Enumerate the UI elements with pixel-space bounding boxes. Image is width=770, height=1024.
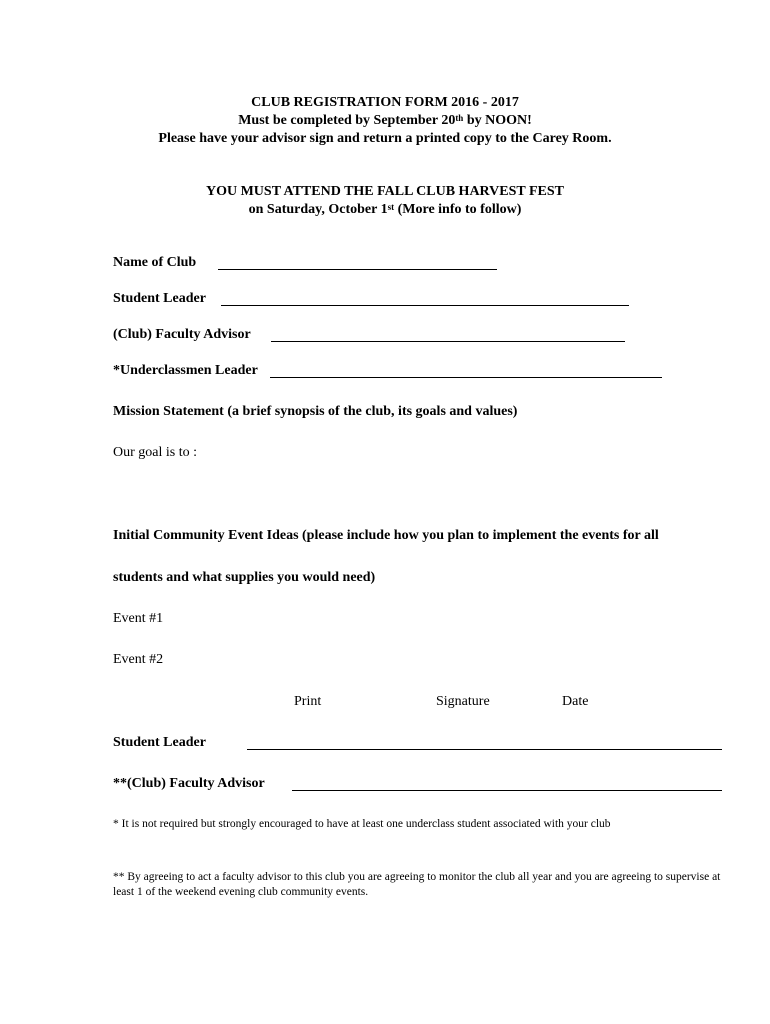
harvest-date-prefix: on Saturday, October 1 xyxy=(248,202,388,217)
faculty-advisor-signature-field[interactable] xyxy=(292,790,722,791)
event-2-label: Event #2 xyxy=(113,652,164,667)
harvest-fest-notice: YOU MUST ATTEND THE FALL CLUB HARVEST FEST xyxy=(205,184,565,199)
signature-column-header: Signature xyxy=(436,694,490,709)
harvest-fest-date xyxy=(0,201,770,219)
deadline-line xyxy=(0,112,770,130)
mission-prompt: Our goal is to : xyxy=(113,445,197,460)
event-1-label: Event #1 xyxy=(113,611,164,626)
events-heading-line1: Initial Community Event Ideas (please include how you plan to implement the events for all xyxy=(113,528,659,543)
harvest-date-sup: st xyxy=(387,202,395,212)
harvest-date-suffix: (More info to follow) xyxy=(394,202,522,217)
club-name-label: Name of Club xyxy=(113,255,197,270)
deadline-suffix: by NOON! xyxy=(463,113,532,128)
faculty-advisor-field[interactable] xyxy=(271,341,625,342)
club-name-field[interactable] xyxy=(218,269,497,270)
student-leader-signature-field[interactable] xyxy=(247,749,722,750)
return-instructions: Please have your advisor sign and return a printed copy to the Carey Room. xyxy=(158,131,612,146)
faculty-advisor-label: (Club) Faculty Advisor xyxy=(113,327,251,342)
form-title: CLUB REGISTRATION FORM 2016 - 2017 xyxy=(251,95,519,110)
deadline-prefix: Must be completed by September 20 xyxy=(238,113,456,128)
events-heading-line2: students and what supplies you would need) xyxy=(113,570,376,585)
footnote-faculty-advisor: ** By agreeing to act a faculty advisor to this club you are agreeing to monitor the club all year and you are agreeing to supervise at least 1 of the weekend evening club community events. xyxy=(113,871,721,898)
faculty-advisor-signature-label: **(Club) Faculty Advisor xyxy=(113,776,265,791)
print-column-header: Print xyxy=(294,694,322,709)
underclassmen-leader-label: *Underclassmen Leader xyxy=(113,363,258,378)
deadline-sup: th xyxy=(455,113,464,123)
underclassmen-leader-field[interactable] xyxy=(270,377,662,378)
date-column-header: Date xyxy=(562,694,589,709)
footnote-underclass: * It is not required but strongly encouraged to have at least one underclass student associated with your club xyxy=(113,818,611,830)
student-leader-field[interactable] xyxy=(221,305,629,306)
student-leader-label: Student Leader xyxy=(113,291,206,306)
student-leader-signature-label: Student Leader xyxy=(113,735,206,750)
mission-heading: Mission Statement (a brief synopsis of the club, its goals and values) xyxy=(113,404,518,419)
